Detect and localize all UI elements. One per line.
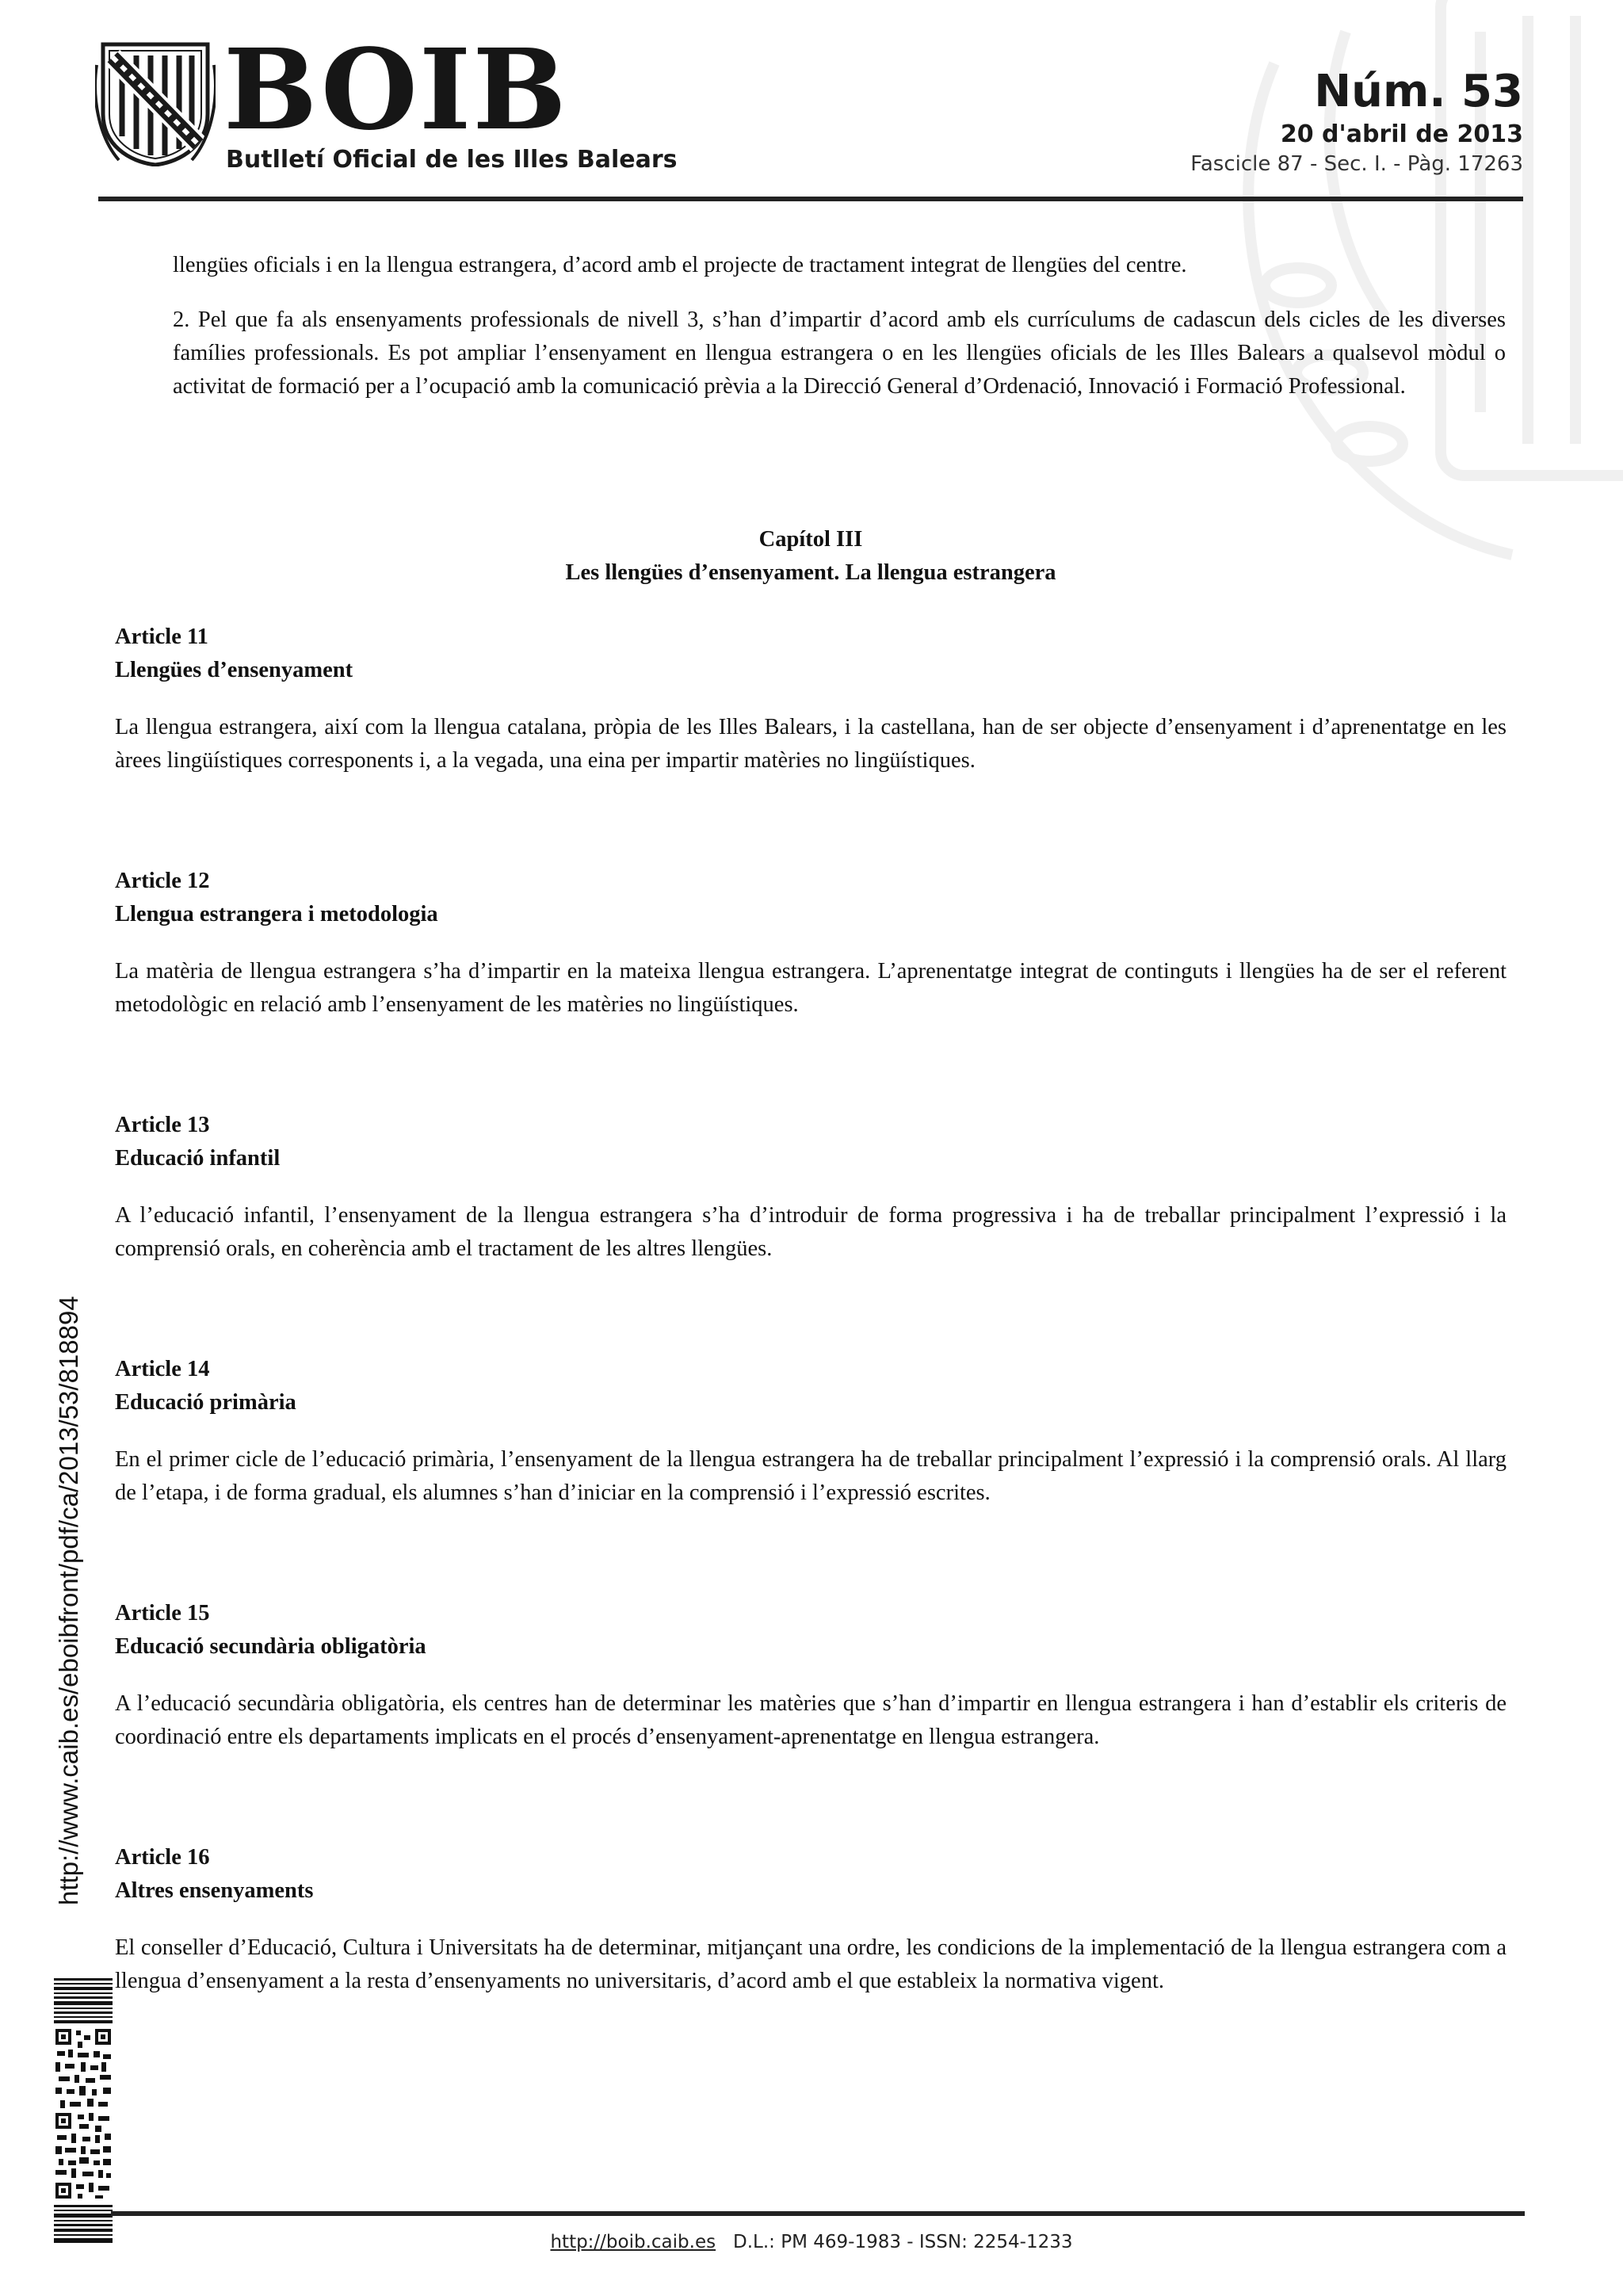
article-14-text: En el primer cicle de l’educació primària, l’ensenyament de la llengua estrangera ha de treballar principalment l’expressió i la comprensió orals. Al llarg de l’etapa, i de forma gradual, els alumnes s’han d’iniciar en la comprensió i l’expressió escrites. bbox=[115, 1447, 1507, 1505]
article-14-number: Article 14 bbox=[115, 1357, 210, 1381]
article-15-text: A l’educació secundària obligatòria, els centres han de determinar les matèries que s’han d’impartir en llengua estrangera i han d’establir els criteris de coordinació entre els departaments implicats en el procés d’ensenyament-aprenentatge en llengua estrangera. bbox=[115, 1691, 1507, 1749]
chapter-heading bbox=[115, 523, 1507, 590]
document-url-link[interactable]: http://www.caib.es/eboibfront/pdf/ca/2013/53/818894 bbox=[54, 1296, 83, 1905]
article-12-title: Llengua estrangera i metodologia bbox=[115, 902, 438, 926]
footer-divider bbox=[111, 2211, 1525, 2216]
article-12-number: Article 12 bbox=[115, 869, 210, 893]
article-15-title: Educació secundària obligatòria bbox=[115, 1634, 426, 1659]
boib-website-link[interactable]: http://boib.caib.es bbox=[550, 2232, 716, 2252]
article-12-text: La matèria de llengua estrangera s’ha d’impartir en la mateixa llengua estrangera. L’aprenentatge integrat de continguts i llengües ha de ser el referent metodològic en relació amb l’ensenyament de les matèries no lingüístiques. bbox=[115, 959, 1507, 1017]
chapter-number: Capítol III bbox=[758, 527, 863, 552]
qr-barcode-icon bbox=[54, 1978, 113, 2243]
bulletin-subtitle: Butlletí Oficial de les Illes Balears bbox=[226, 146, 678, 174]
intro-paragraph-1: llengües oficials i en la llengua estrangera, d’acord amb el projecte de tractament integrat de llengües del centre. bbox=[173, 253, 1187, 277]
article-16-title: Altres ensenyaments bbox=[115, 1878, 314, 1903]
header-divider bbox=[98, 197, 1523, 201]
article-13-title: Educació infantil bbox=[115, 1146, 281, 1171]
footer-spacer bbox=[716, 2232, 733, 2252]
issue-date: 20 d'abril de 2013 bbox=[1280, 120, 1523, 148]
article-11-number: Article 11 bbox=[115, 625, 208, 649]
article-11-title: Llengües d’ensenyament bbox=[115, 658, 353, 682]
article-14-title: Educació primària bbox=[115, 1390, 296, 1415]
article-11-text: La llengua estrangera, així com la llengua catalana, pròpia de les Illes Balears, i la castellana, han de ser objecte d’ensenyament i d’aprenentatge en les àrees lingüístiques corresponents i, a la vegada, una eina per impartir matèries no lingüístiques. bbox=[115, 715, 1507, 773]
boib-logo: BOIB bbox=[223, 25, 568, 155]
page-footer bbox=[0, 2232, 1623, 2252]
article-16-number: Article 16 bbox=[115, 1845, 210, 1870]
article-13-number: Article 13 bbox=[115, 1113, 210, 1137]
fascicle-info: Fascicle 87 - Sec. I. - Pàg. 17263 bbox=[1190, 152, 1523, 176]
article-15-number: Article 15 bbox=[115, 1601, 210, 1626]
intro-paragraph-2: 2. Pel que fa als ensenyaments professionals de nivell 3, s’han d’impartir d’acord amb els currículums de cadascun dels cicles de les diverses famílies professionals. Es pot ampliar l’ensenyament en llengua estrangera o en les llengües oficials de les Illes Balears a qualsevol mòdul o activitat de formació per a l’ocupació amb la comunicació prèvia a la Direcció General d’Ordenació, Innovació i Formació Professional. bbox=[173, 308, 1506, 399]
boib-crest-icon bbox=[95, 41, 216, 166]
article-16-text: El conseller d’Educació, Cultura i Universitats ha de determinar, mitjançant una ordre, les condicions de la implementació de la llengua estrangera com a llengua d’ensenyament a la resta d’ensenyaments no universitaris, d’acord amb el que estableix la normativa vigent. bbox=[115, 1935, 1507, 1993]
legal-deposit-issn: D.L.: PM 469-1983 - ISSN: 2254-1233 bbox=[733, 2232, 1073, 2252]
chapter-title: Les llengües d’ensenyament. La llengua estrangera bbox=[565, 560, 1056, 585]
article-13-text: A l’educació infantil, l’ensenyament de la llengua estrangera s’ha d’introduir de forma progressiva i ha de treballar principalment l’expressió i la comprensió orals, en coherència amb el tractament de les altres llengües. bbox=[115, 1203, 1507, 1261]
issue-number: Núm. 53 bbox=[1314, 66, 1523, 117]
